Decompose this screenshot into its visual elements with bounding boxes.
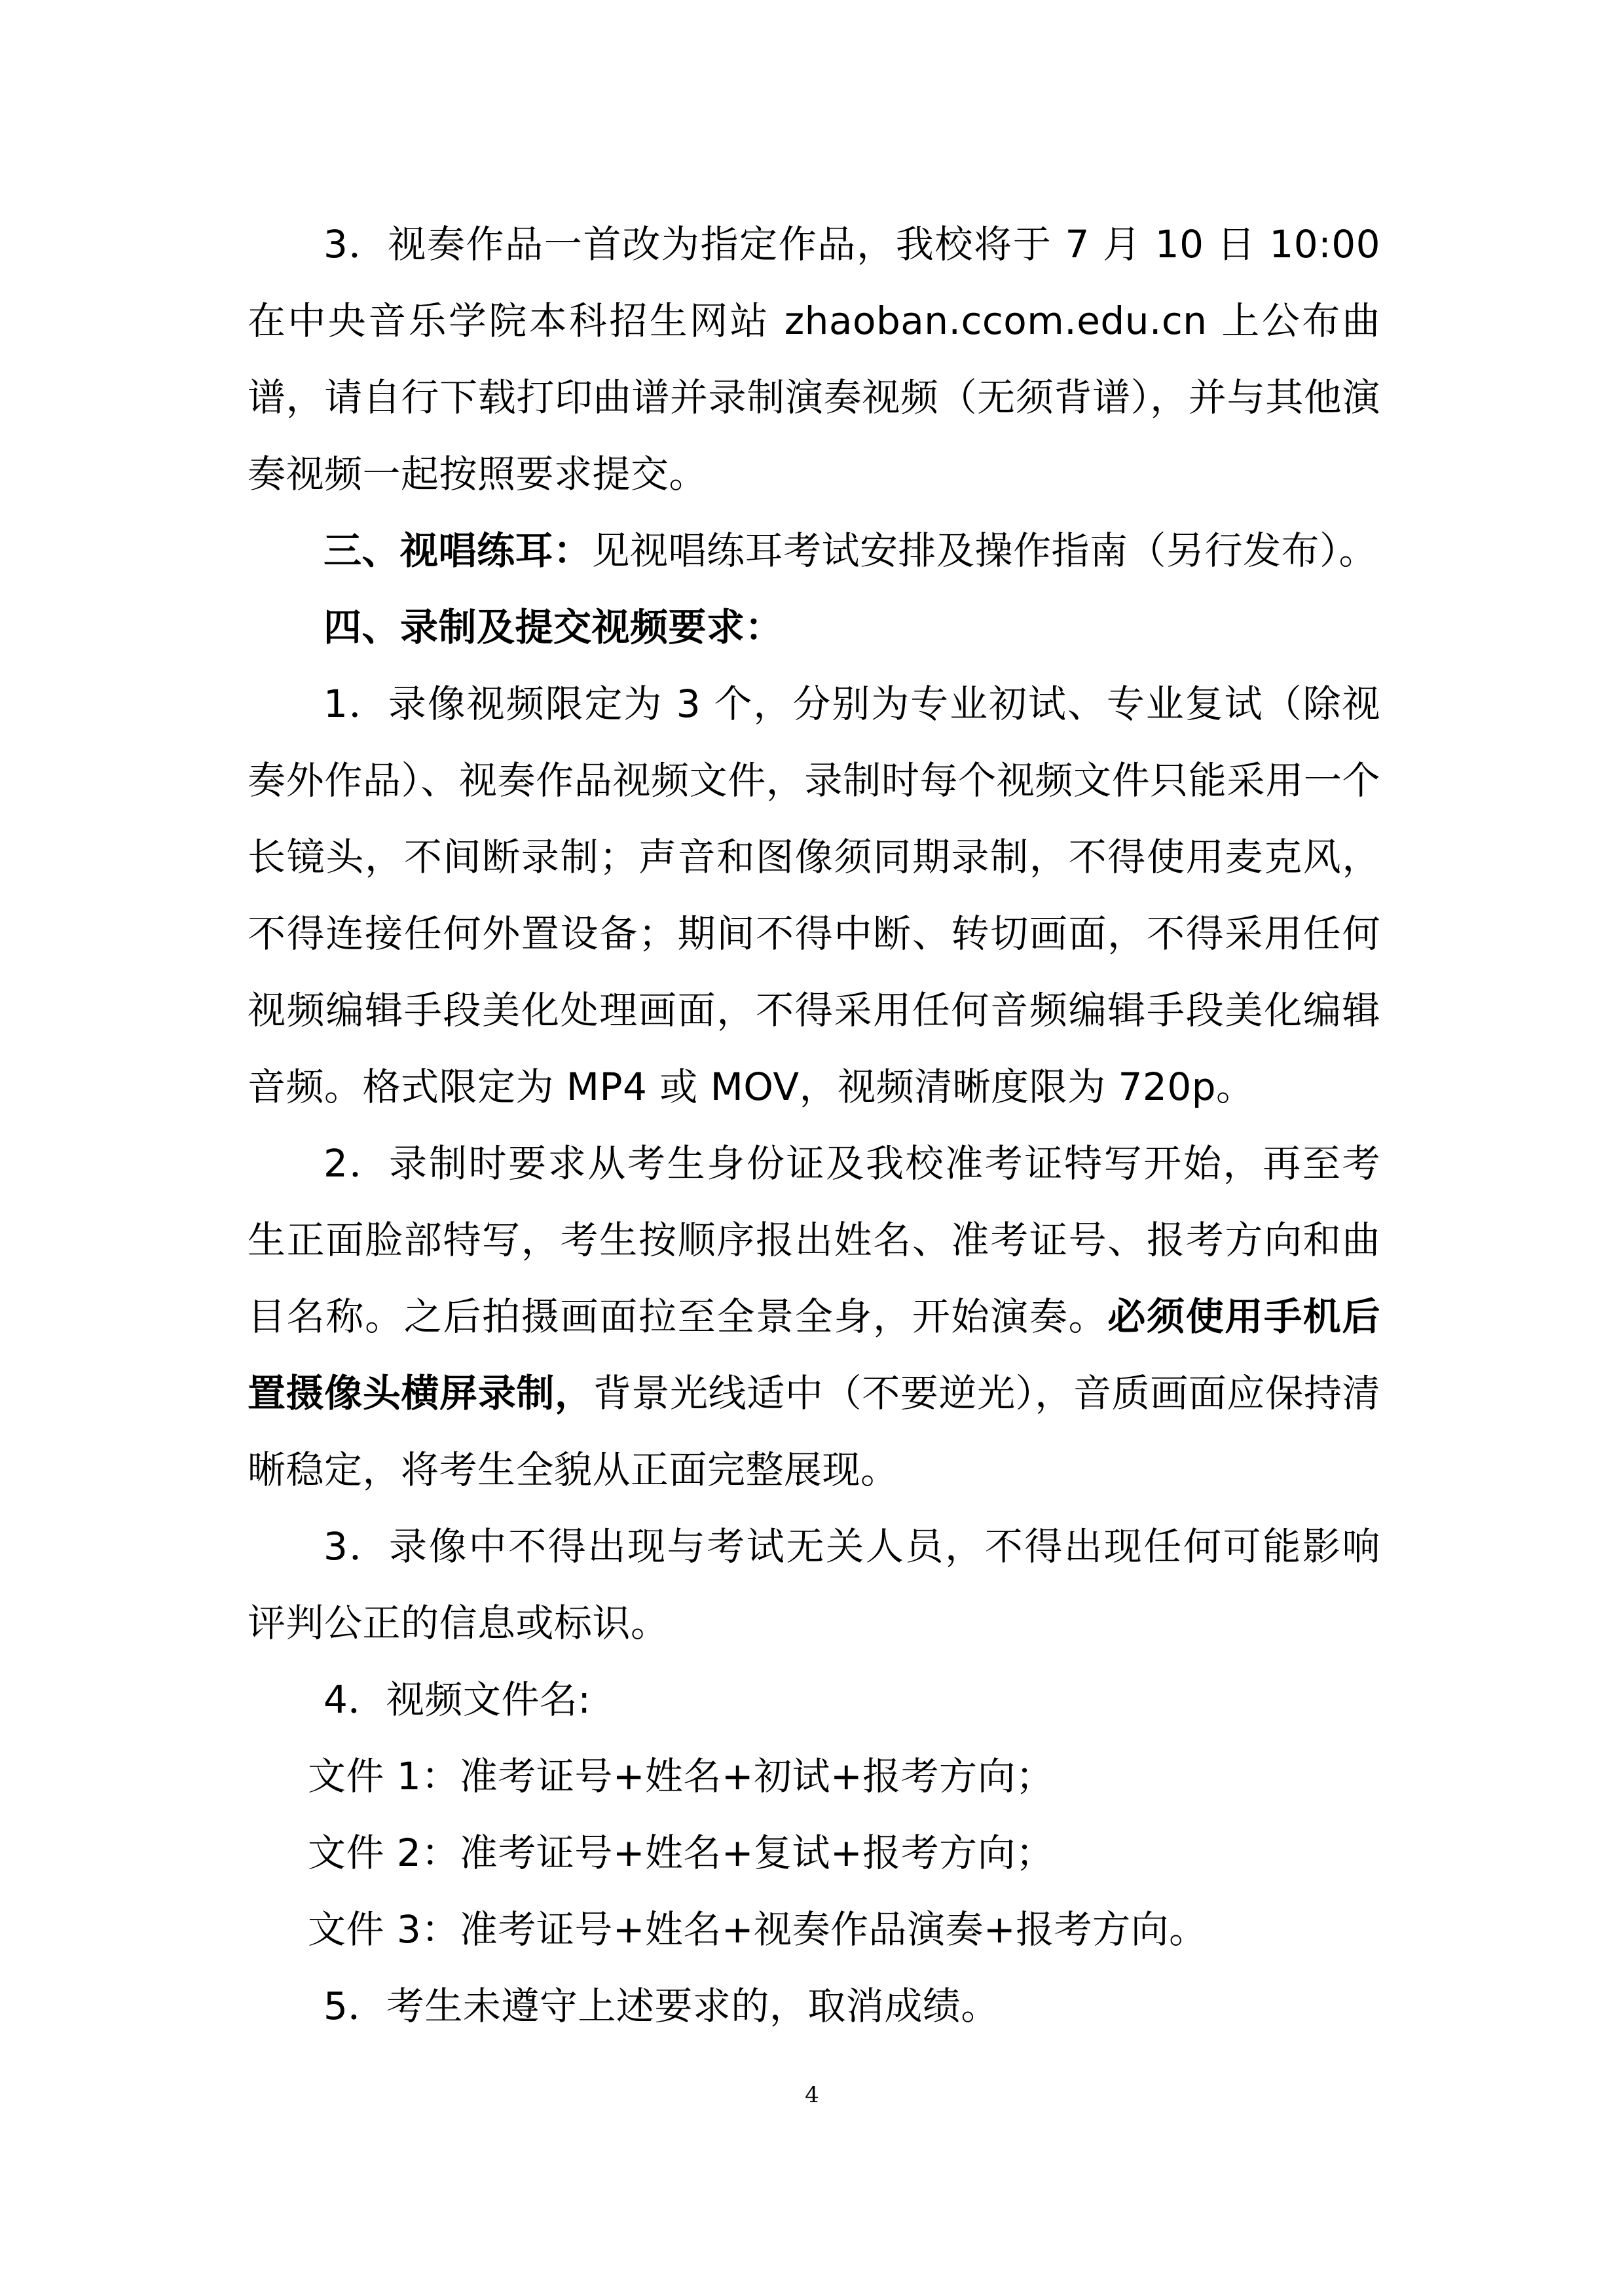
paragraph-cancel-score: 5．考生未遵守上述要求的，取消成绩。: [323, 1984, 999, 2028]
recording-text-after: 背景光线适中（不要逆光），音质画面应保持清晰稳定，将考生全貌从正面完整展现。: [248, 1371, 1380, 1492]
file-name-3: 文件 3：准考证号+姓名+视奏作品演奏+报考方向。: [308, 1907, 1208, 1952]
paragraph-sight-reading-note: 3．视奏作品一首改为指定作品，我校将于 7 月 10 日 10:00 在中央音乐学院本科招生网站 zhaoban.ccom.edu.cn 上公布曲谱，请自行下载打印曲谱并录制演奏视频（无须背谱），并与其他演奏视频一起按照要求提交。: [248, 222, 1380, 496]
paragraph-recording-requirements: [248, 1125, 1380, 1508]
section-3-heading: 三、视唱练耳：: [323, 528, 592, 573]
recording-text-before: 2．录制时要求从考生身份证及我校准考证特写开始，再至考生正面脸部特写，考生按顺序报出姓名、准考证号、报考方向和曲目名称。之后拍摄画面拉至全景全身，开始演奏。: [248, 1141, 1380, 1339]
paragraph-no-unrelated-persons: 3．录像中不得出现与考试无关人员，不得出现任何可能影响评判公正的信息或标识。: [248, 1524, 1380, 1645]
paragraph-video-limit: 1．录像视频限定为 3 个，分别为专业初试、专业复试（除视奏外作品）、视奏作品视频文件，录制时每个视频文件只能采用一个长镜头，不间断录制；声音和图像须同期录制，不得使用麦克风，不得连接任何外置设备；期间不得中断、转切画面，不得采用任何视频编辑手段美化处理画面，不得采用任何音频编辑手段美化编辑音频。格式限定为 MP4 或 MOV，视频清晰度限为 720p。: [248, 682, 1380, 1109]
paragraph-file-names-heading: 4．视频文件名:: [323, 1677, 591, 1722]
page-number: 4: [805, 2082, 819, 2108]
paragraph-section-3: [248, 513, 1380, 589]
file-name-1: 文件 1：准考证号+姓名+初试+报考方向；: [308, 1754, 1054, 1798]
page-body: [248, 206, 1380, 2045]
recording-bold-rule: 必须使用手机后置摄像头横屏录制，: [248, 1294, 1380, 1415]
section-3-text: 见视唱练耳考试安排及操作指南（另行发布）。: [591, 528, 1378, 573]
section-4-heading: 四、录制及提交视频要求：: [323, 605, 784, 649]
file-name-2: 文件 2：准考证号+姓名+复试+报考方向；: [308, 1831, 1054, 1875]
